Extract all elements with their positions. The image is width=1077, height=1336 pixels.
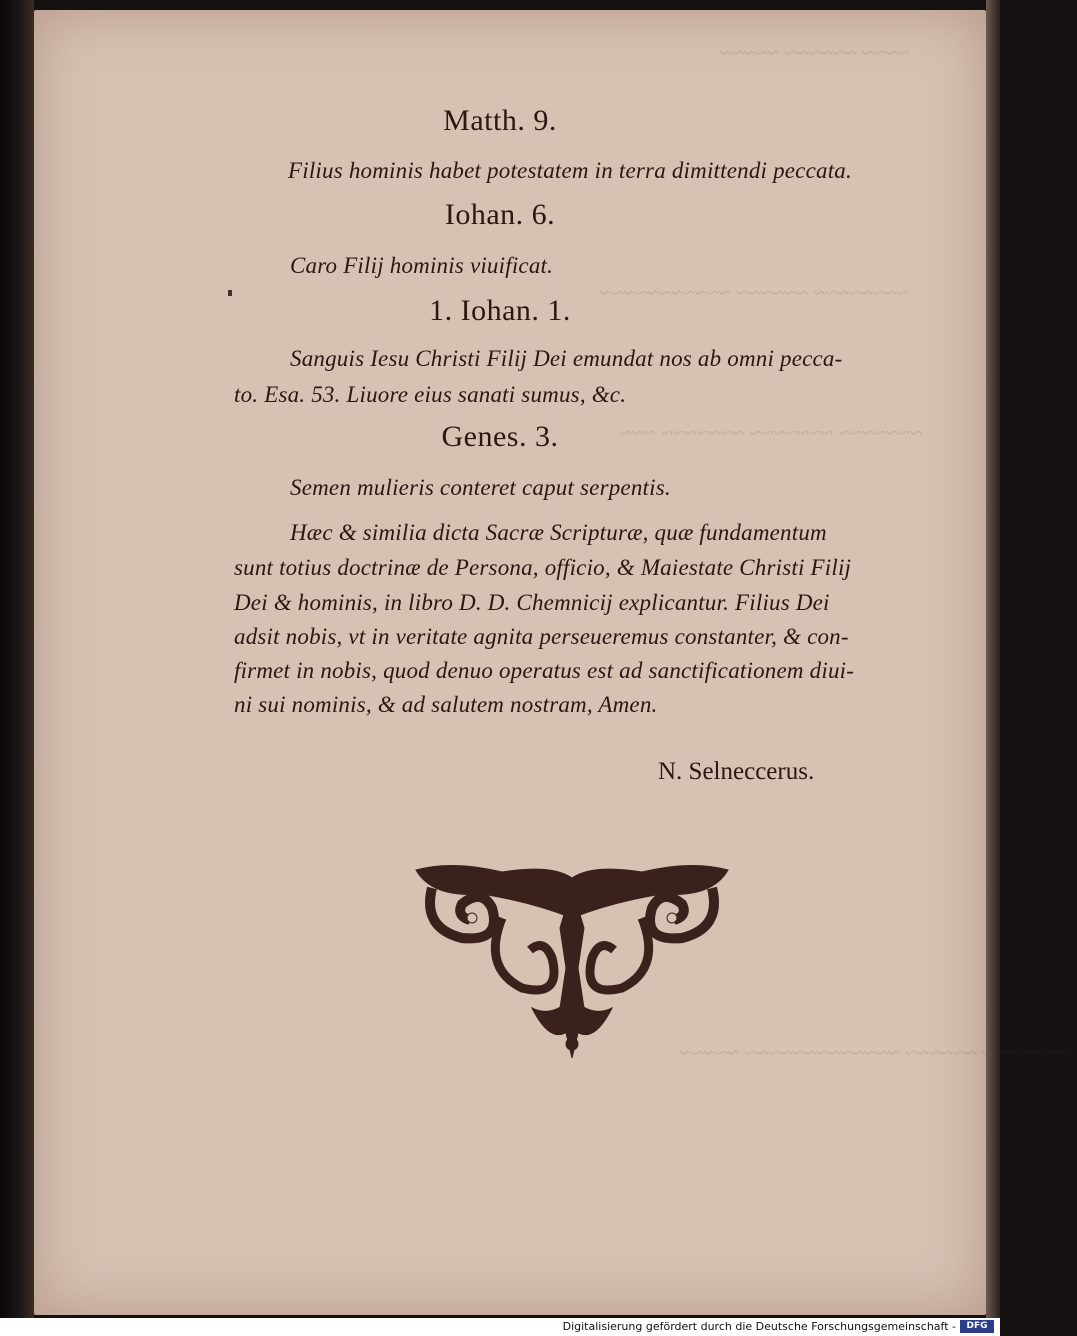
verse-1-iohan-1-line2: to. Esa. 53. Liuore eius sanati sumus, &c. (234, 382, 627, 407)
verse-genes-3: Semen mulieris conteret caput serpentis. (290, 475, 671, 500)
show-through-texture: ~~~~ ~~~~~~ ~~~~~ (720, 40, 910, 65)
paragraph-line: ni sui nominis, & ad salutem nostram, Amen. (234, 692, 658, 717)
heading-genes-3: Genes. 3. (441, 420, 559, 453)
footer-credit: Digitalisierung gefördert durch die Deutsche Forschungsgemeinschaft - (562, 1320, 956, 1333)
verse-matth: Filius hominis habet potestatem in terra dimittendi peccata. (288, 158, 852, 183)
paragraph-line: Dei & hominis, in libro D. D. Chemnicij explicantur. Filius Dei (234, 590, 830, 615)
paragraph-line: Hæc & similia dicta Sacræ Scripturæ, quæ fundamentum (290, 520, 827, 545)
paragraph-line: adsit nobis, vt in veritate agnita perseueremus constanter, & con- (234, 624, 849, 649)
show-through-texture: ~~~~~~~ ~~~~~~~ ~~~~~~~ ~~~ (620, 420, 923, 445)
heading-matth: Matth. 9. (443, 104, 557, 137)
heading-1-iohan-1: 1. Iohan. 1. (429, 294, 571, 327)
dfg-logo: DFG (960, 1320, 994, 1333)
paragraph-line: firmet in nobis, quod denuo operatus est ad sanctificationem diui- (234, 658, 855, 683)
paragraph-line: sunt totius doctrinæ de Persona, officio, & Maiestate Christi Filij (234, 555, 852, 580)
printers-ornament (412, 858, 732, 1068)
show-through-texture: ~~~~~~~~ ~~~~~~ ~~~~~~~~~~~ (600, 280, 909, 305)
verse-1-iohan-1-line1: Sanguis Iesu Christi Filij Dei emundat nos ab omni pecca- (290, 346, 843, 371)
signature: N. Selneccerus. (658, 758, 815, 785)
verse-iohan-6: Caro Filij hominis viuificat. (290, 253, 554, 278)
show-through-texture: ~~~~~~~~ ~~~~~~ ~~~~~~~~~~~~~ ~~~~~ (680, 1040, 1077, 1065)
heading-iohan-6: Iohan. 6. (444, 198, 556, 231)
